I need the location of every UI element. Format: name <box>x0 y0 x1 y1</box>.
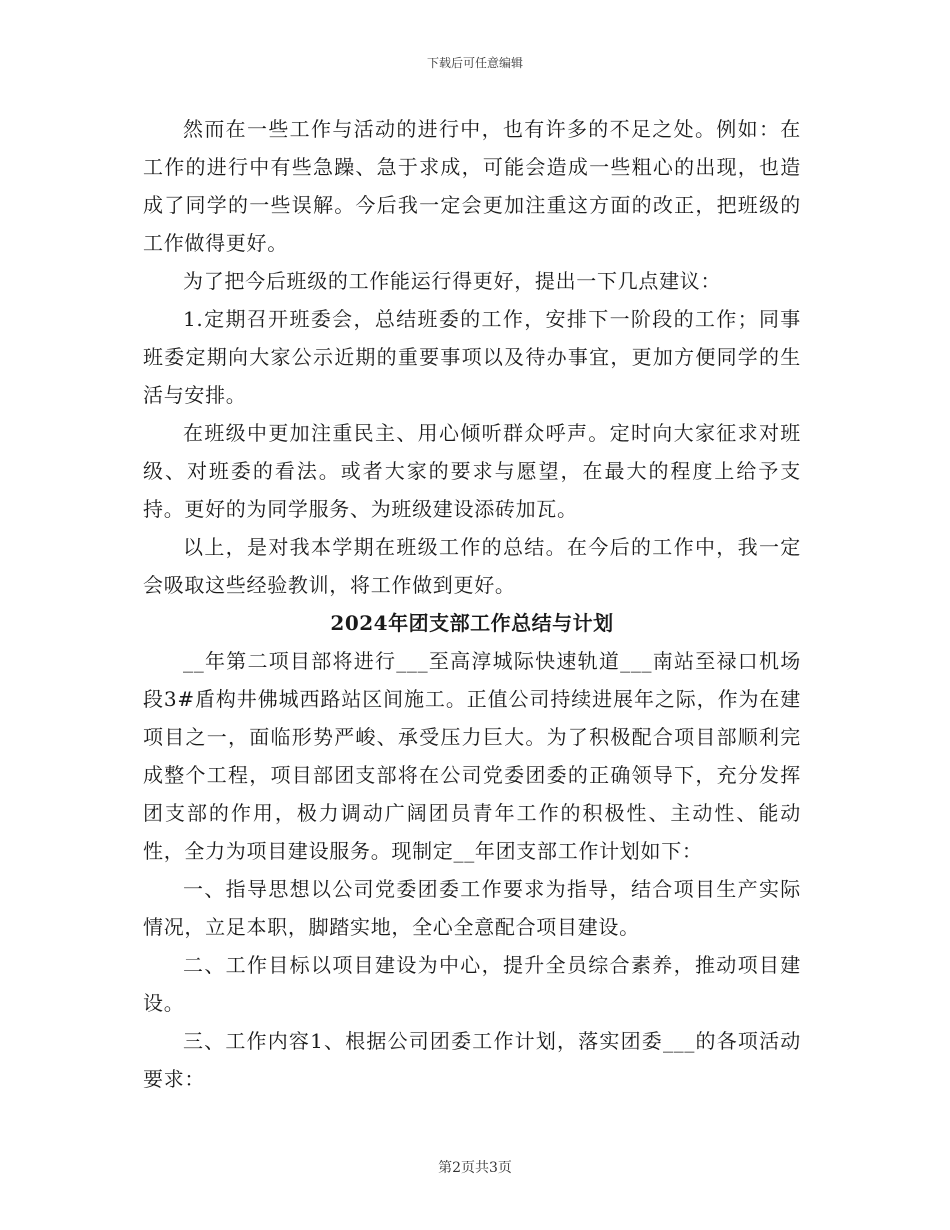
section-title: 2024年团支部工作总结与计划 <box>330 611 614 635</box>
paragraph-suggestion-1: 1.定期召开班委会，总结班委的工作，安排下一阶段的工作；同事班委定期向大家公示近期的重要事项以及待办事宜，更加方便同学的生活与安排。 <box>143 307 801 407</box>
paragraph-work-content: 三、工作内容1、根据公司团委工作计划，落实团委___的各项活动要求： <box>143 1029 801 1091</box>
paragraph-project-intro: __年第二项目部将进行___至高淳城际快速轨道___南站至禄口机场段3#盾构井佛城西路站区间施工。正值公司持续进展年之际，作为在建项目之一，面临形势严峻、承受压力巨大。为了积极配合项目部顺利完成整个工程，项目部团支部将在公司党委团委的正确领导下，充分发挥团支部的作用，极力调动广阔团员青年工作的积极性、主动性、能动性，全力为项目建设服务。现制定__年团支部工作计划如下： <box>143 649 801 863</box>
paragraph-suggestions-intro: 为了把今后班级的工作能运行得更好，提出一下几点建议： <box>183 269 722 293</box>
paragraph-work-goal: 二、工作目标以项目建设为中心，提升全员综合素养，推动项目建设。 <box>143 953 801 1015</box>
paragraph-democracy: 在班级中更加注重民主、用心倾听群众呼声。定时向大家征求对班级、对班委的看法。或者大家的要求与愿望，在最大的程度上给予支持。更好的为同学服务、为班级建设添砖加瓦。 <box>143 421 801 521</box>
paragraph-shortcomings: 然而在一些工作与活动的进行中，也有许多的不足之处。例如：在工作的进行中有些急躁、急于求成，可能会造成一些粗心的出现，也造成了同学的一些误解。今后我一定会更加注重这方面的改正，把班级的工作做得更好。 <box>143 117 801 255</box>
paragraph-conclusion: 以上，是对我本学期在班级工作的总结。在今后的工作中，我一定会吸取这些经验教训，将工作做到更好。 <box>143 535 801 597</box>
page-footer: 第2页共3页 <box>438 1160 512 1176</box>
page-header: 下载后可任意编辑 <box>426 56 523 70</box>
paragraph-guiding-ideology: 一、指导思想以公司党委团委工作要求为指导，结合项目生产实际情况，立足本职，脚踏实地，全心全意配合项目建设。 <box>143 877 801 939</box>
document-body <box>143 110 801 1098</box>
